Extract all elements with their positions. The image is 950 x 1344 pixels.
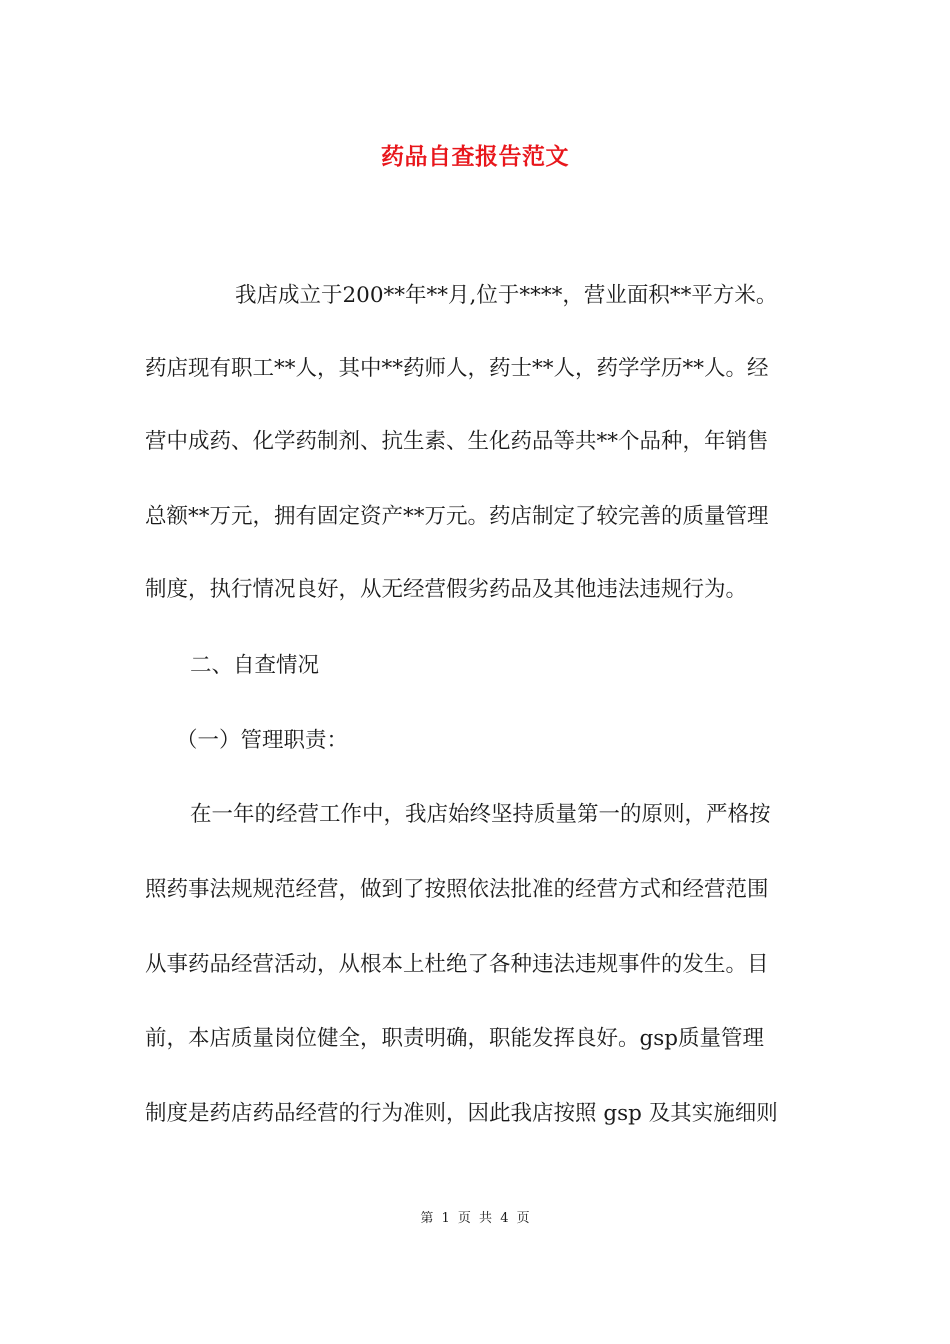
page-footer: 第 1 页 共 4 页 [420, 1211, 530, 1226]
document-title: 药品自查报告范文 [381, 143, 569, 170]
subsection-heading: （一）管理职责： [176, 728, 349, 753]
paragraph-line-2: 药店现有职工**人，其中**药师人，药士**人，药学学历**人。经 [145, 356, 769, 381]
section-heading: 二、自查情况 [190, 653, 320, 678]
paragraph-line-7: 照药事法规规范经营，做到了按照依法批准的经营方式和经营范围 [145, 877, 769, 902]
paragraph-line-10: 制度是药店药品经营的行为准则，因此我店按照 gsp 及其实施细则 [145, 1101, 778, 1126]
paragraph-line-5: 制度，执行情况良好，从无经营假劣药品及其他违法违规行为。 [145, 577, 748, 602]
paragraph-line-1: 我店成立于200**年**月,位于****，营业面积**平方米。 [235, 283, 778, 308]
paragraph-line-8: 从事药品经营活动，从根本上杜绝了各种违法违规事件的发生。目 [145, 952, 769, 977]
paragraph-line-6: 在一年的经营工作中，我店始终坚持质量第一的原则，严格按 [190, 802, 771, 827]
paragraph-line-9: 前，本店质量岗位健全，职责明确，职能发挥良好。gsp质量管理 [145, 1026, 765, 1051]
paragraph-line-4: 总额**万元，拥有固定资产**万元。药店制定了较完善的质量管理 [145, 504, 769, 529]
paragraph-line-3: 营中成药、化学药制剂、抗生素、生化药品等共**个品种，年销售 [145, 429, 769, 454]
